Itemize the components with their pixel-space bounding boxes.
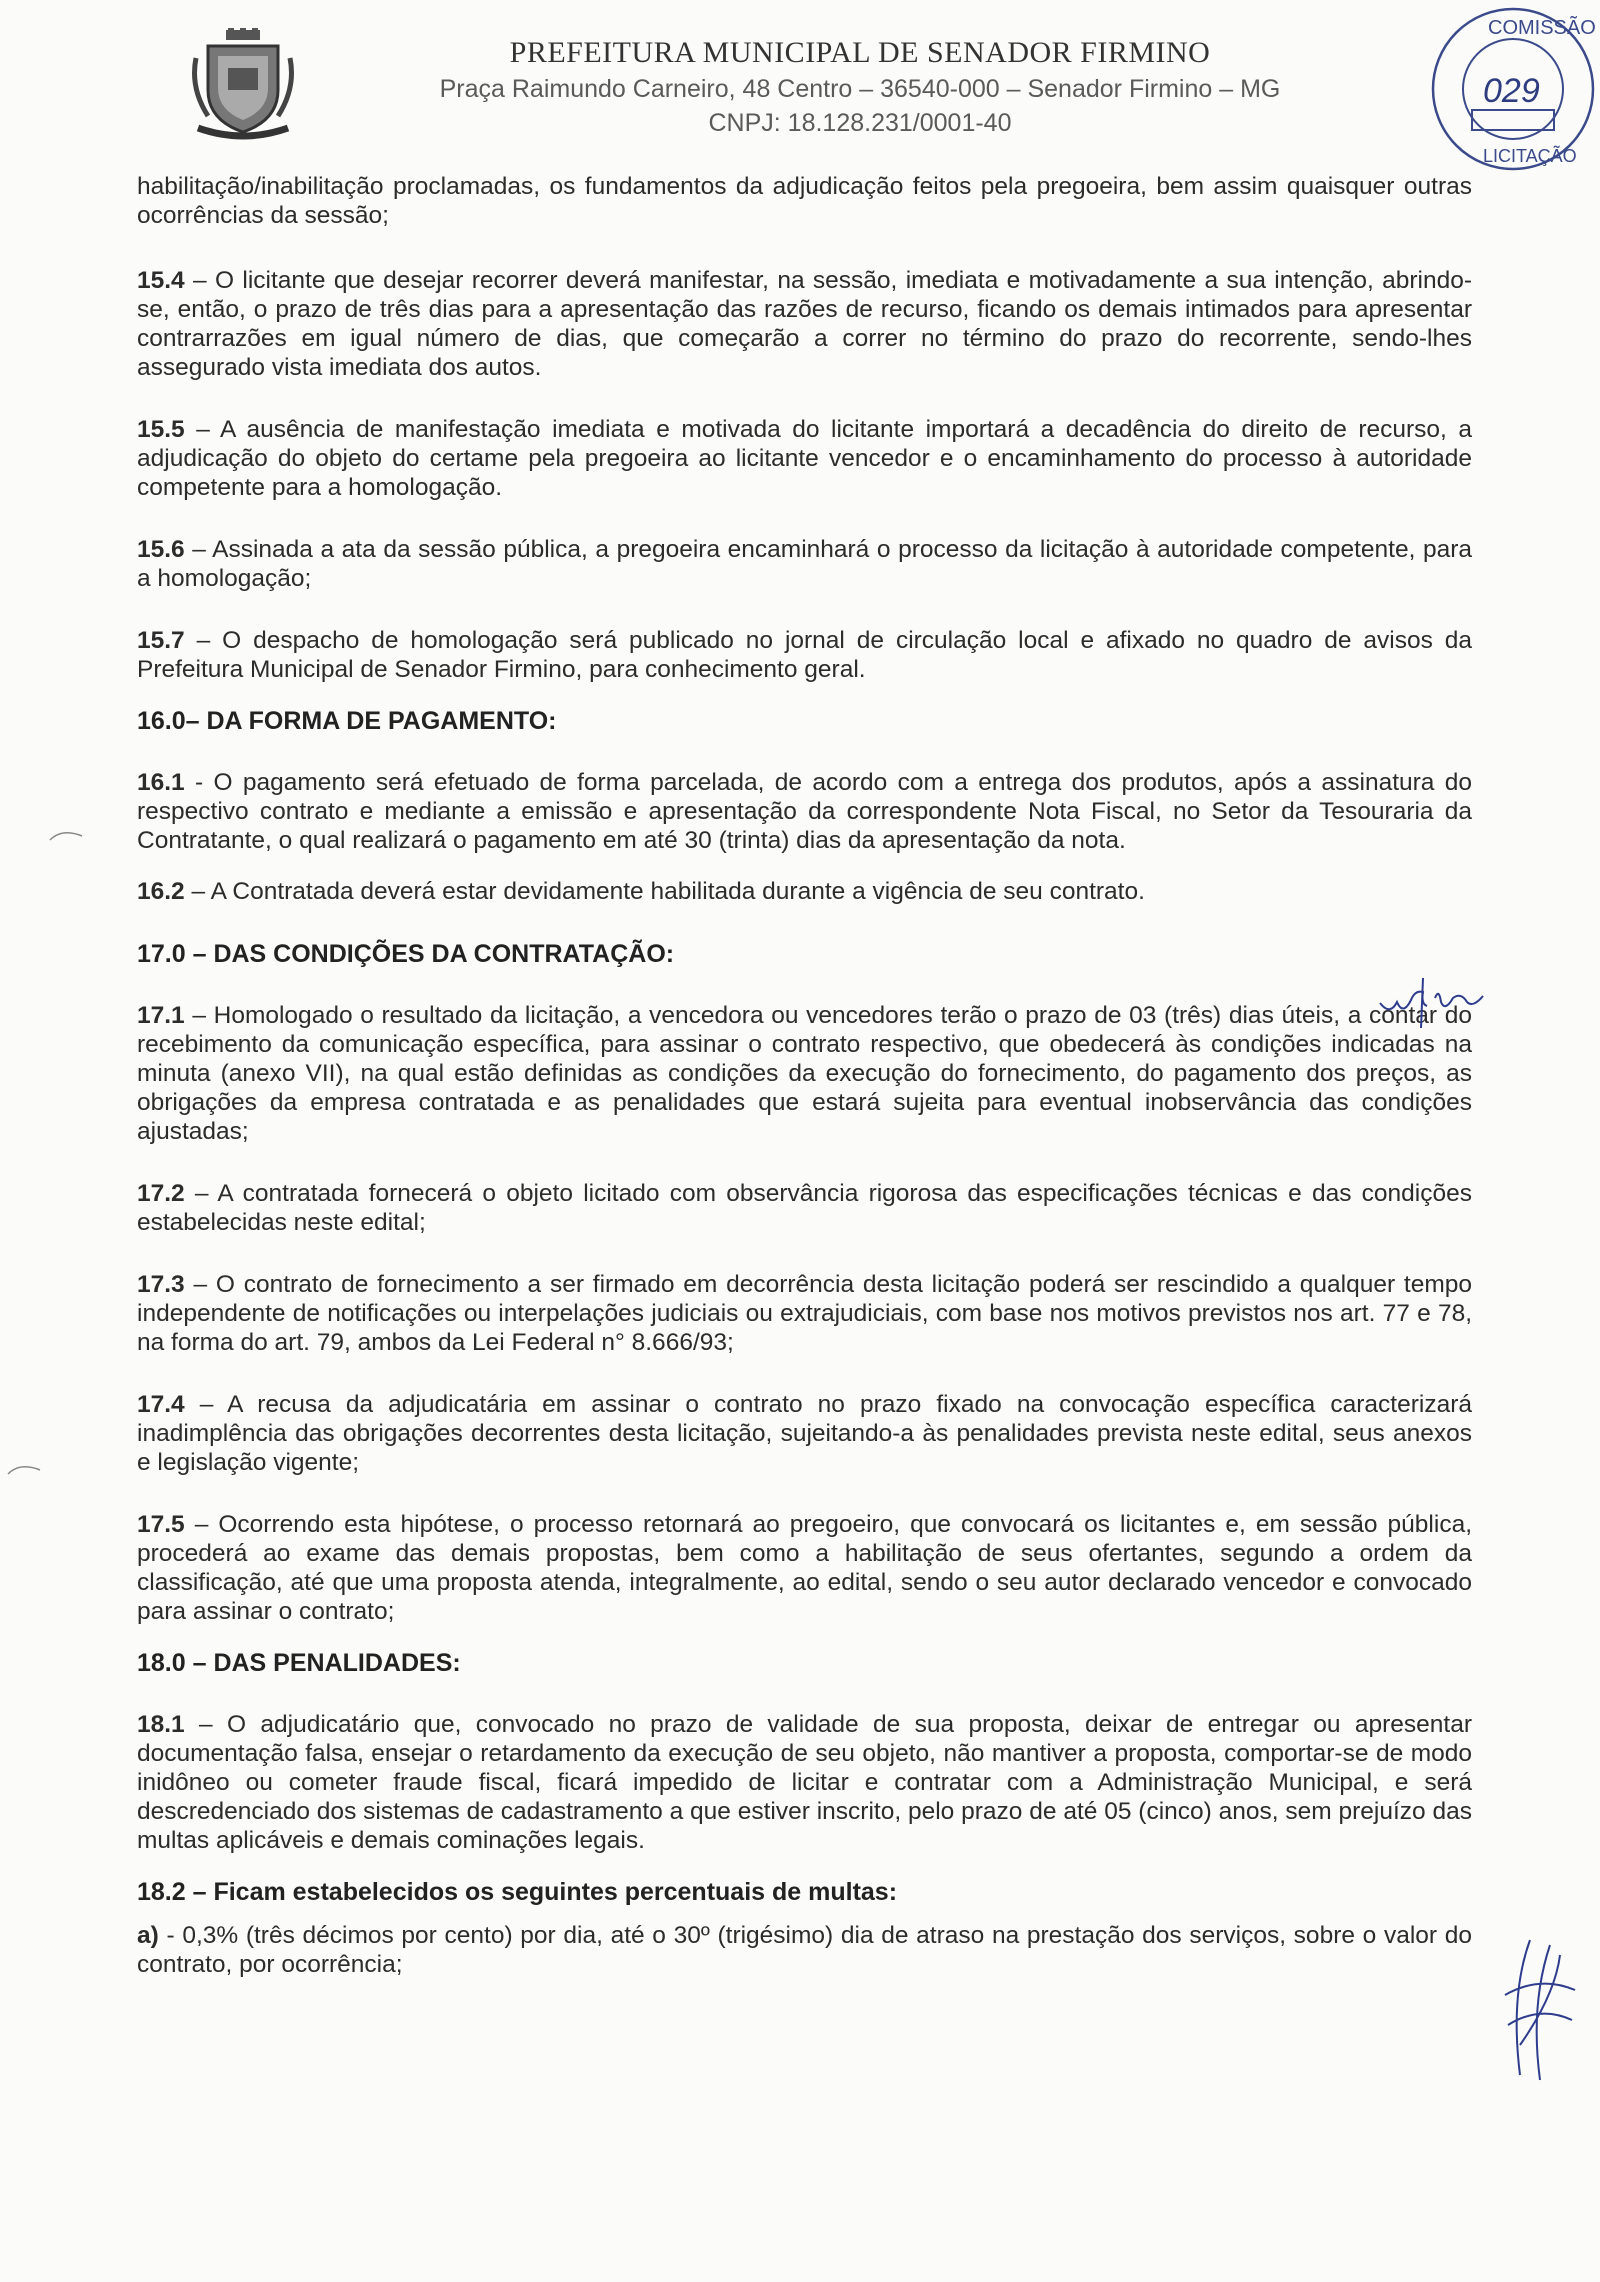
paragraph-text: – Assinada a ata da sessão pública, a pregoeira encaminhará o processo da licitação à autoridade competente, para a homologação;	[137, 536, 1472, 592]
municipality-address: Praça Raimundo Carneiro, 48 Centro – 36540-000 – Senador Firmino – MG	[439, 75, 1281, 103]
municipality-cnpj: CNPJ: 18.128.231/0001-40	[708, 109, 1012, 137]
scan-margin-mark	[6, 1462, 46, 1476]
paragraph-18-2-a	[137, 1921, 1472, 1979]
clause-number: 15.7	[137, 627, 185, 654]
paragraph-15-4	[137, 266, 1472, 382]
handwritten-rubric-signature	[1500, 1935, 1580, 2085]
commission-stamp	[1428, 4, 1598, 174]
clause-number: 16.2	[137, 878, 185, 905]
clause-number: 17.1	[137, 1002, 185, 1029]
paragraph-17-1	[137, 1001, 1472, 1146]
paragraph-15-7	[137, 626, 1472, 684]
stamp-top-text: COMISSÃO	[1488, 17, 1596, 39]
paragraph-text: – A ausência de manifestação imediata e motivada do licitante importará a decadência do direito de recurso, a adjudicação do objeto do certame pela pregoeira ao licitante vencedor e o encaminhamento do processo à autoridade competente para a homologação.	[137, 416, 1472, 501]
paragraph-15-5	[137, 415, 1472, 502]
clause-number: 15.4	[137, 267, 185, 294]
municipal-crest-icon	[188, 28, 298, 148]
clause-number: a)	[137, 1922, 159, 1949]
clause-number: 17.2	[137, 1180, 185, 1207]
clause-number: 17.4	[137, 1391, 185, 1418]
paragraph-text: - O pagamento será efetuado de forma parcelada, de acordo com a entrega dos produtos, após a assinatura do respectivo contrato e mediante a emissão e apresentação da correspondente Nota Fiscal, no Setor da Tesouraria da Contratante, o qual realizará o pagamento em até 30 (trinta) dias da apresentação da nota.	[137, 769, 1472, 854]
clause-number: 16.1	[137, 769, 185, 796]
paragraph-18-2-heading: 18.2 – Ficam estabelecidos os seguintes percentuais de multas:	[137, 1878, 898, 1906]
municipality-title: PREFEITURA MUNICIPAL DE SENADOR FIRMINO	[509, 36, 1211, 69]
clause-number: 18.1	[137, 1711, 185, 1738]
paragraph-17-3	[137, 1270, 1472, 1357]
stamp-bottom-text: LICITAÇÃO	[1483, 146, 1577, 166]
section-heading-16: 16.0– DA FORMA DE PAGAMENTO:	[137, 707, 557, 735]
section-heading-17: 17.0 – DAS CONDIÇÕES DA CONTRATAÇÃO:	[137, 940, 675, 968]
paragraph-text: – O contrato de fornecimento a ser firmado em decorrência desta licitação poderá ser rescindido a qualquer tempo independente de notificações ou interpelações judiciais ou extrajudiciais, com base nos motivos previstos nos art. 77 e 78, na forma do art. 79, ambos da Lei Federal n° 8.666/93;	[137, 1271, 1472, 1356]
paragraph-17-2	[137, 1179, 1472, 1237]
paragraph-text: – A Contratada deverá estar devidamente habilitada durante a vigência de seu contrato.	[184, 878, 1145, 905]
paragraph-15-6	[137, 535, 1472, 593]
paragraph-18-1	[137, 1710, 1472, 1855]
paragraph-text: habilitação/inabilitação proclamadas, os fundamentos da adjudicação feitos pela pregoeira, bem assim quaisquer outras ocorrências da sessão;	[137, 173, 1472, 229]
letterhead	[330, 34, 1390, 140]
paragraph-text: – A contratada fornecerá o objeto licitado com observância rigorosa das especificações técnicas e das condições estabelecidas neste edital;	[137, 1180, 1472, 1236]
paragraph-text: – Ocorrendo esta hipótese, o processo retornará ao pregoeiro, que convocará os licitantes e, em sessão pública, procederá ao exame das demais propostas, bem como a habilitação de seus ofertantes, segundo a ordem da classificação, até que uma proposta atenda, integralmente, ao edital, sendo o seu autor declarado vencedor e convocado para assinar o contrato;	[137, 1511, 1472, 1625]
paragraph-text: – A recusa da adjudicatária em assinar o contrato no prazo fixado na convocação específica caracterizará inadimplência das obrigações decorrentes desta licitação, sujeitando-a às penalidades prevista neste edital, seus anexos e legislação vigente;	[137, 1391, 1472, 1476]
clause-number: 15.6	[137, 536, 185, 563]
document-body	[137, 172, 1472, 2012]
clause-number: 17.5	[137, 1511, 185, 1538]
paragraph-17-5	[137, 1510, 1472, 1626]
paragraph-15-3-continuation	[137, 172, 1472, 230]
stamp-number: 029	[1483, 72, 1540, 110]
paragraph-16-1	[137, 768, 1472, 855]
paragraph-text: – O adjudicatário que, convocado no prazo de validade de sua proposta, deixar de entregar ou apresentar documentação falsa, ensejar o retardamento da execução de seu objeto, não mantiver a proposta, comportar-se de modo inidôneo ou cometer fraude fiscal, ficará impedido de licitar e contratar com a Administração Municipal, e será descredenciado dos sistemas de cadastramento a que estiver inscrito, pelo prazo de até 05 (cinco) anos, sem prejuízo das multas aplicáveis e demais cominações legais.	[137, 1711, 1472, 1854]
paragraph-text: – O despacho de homologação será publicado no jornal de circulação local e afixado no quadro de avisos da Prefeitura Municipal de Senador Firmino, para conhecimento geral.	[137, 627, 1472, 683]
paragraph-text: – O licitante que desejar recorrer deverá manifestar, na sessão, imediata e motivadamente a sua intenção, abrindo-se, então, o prazo de três dias para a apresentação das razões de recurso, ficando os demais intimados para apresentar contrarrazões em igual número de dias, que começarão a correr no término do prazo do recorrente, sendo-lhes assegurado vista imediata dos autos.	[137, 267, 1472, 381]
handwritten-initials-signature	[1375, 968, 1495, 1038]
section-heading-18: 18.0 – DAS PENALIDADES:	[137, 1649, 461, 1677]
clause-number: 17.3	[137, 1271, 185, 1298]
paragraph-text: - 0,3% (três décimos por cento) por dia, até o 30º (trigésimo) dia de atraso na prestação dos serviços, sobre o valor do contrato, por ocorrência;	[137, 1922, 1472, 1978]
paragraph-17-4	[137, 1390, 1472, 1477]
scan-margin-mark	[48, 828, 88, 842]
paragraph-text: – Homologado o resultado da licitação, a vencedora ou vencedores terão o prazo de 03 (três) dias úteis, a contar do recebimento da comunicação específica, para assinar o contrato respectivo, que obedecerá às condições indicadas na minuta (anexo VII), na qual estão definidas as condições da execução do fornecimento, do pagamento dos preços, as obrigações da empresa contratada e as penalidades que estará sujeita para eventual inobservância das condições ajustadas;	[137, 1002, 1472, 1145]
clause-number: 15.5	[137, 416, 185, 443]
paragraph-16-2	[137, 877, 1472, 906]
